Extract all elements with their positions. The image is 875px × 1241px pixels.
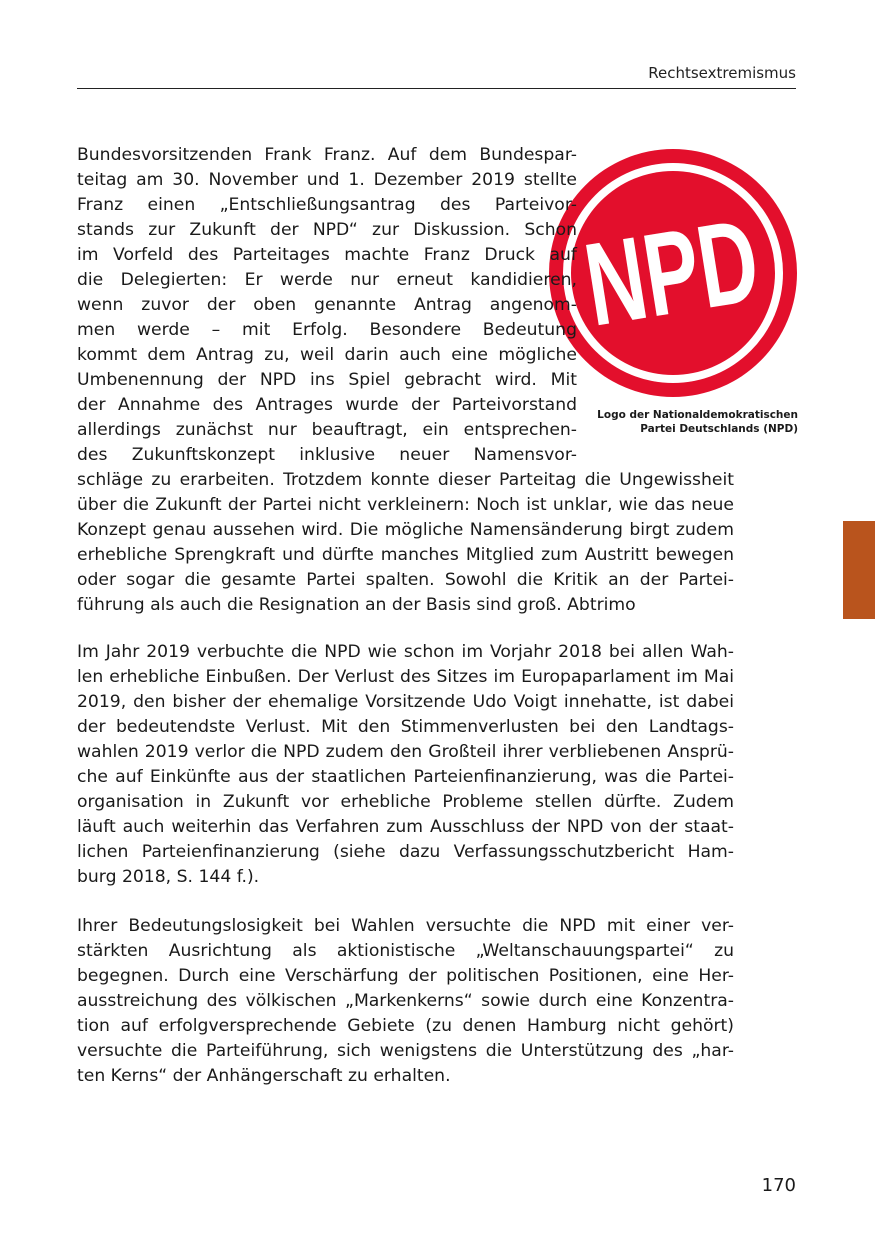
text-line: erhebliche Sprengkraft und dürfte manches Mitglied zum Austritt bewegen <box>77 545 734 565</box>
text-line: Konzept genau aussehen wird. Die mögliche Namensänderung birgt zudem <box>77 520 734 540</box>
text-line: lichen Parteienfinanzierung (siehe dazu Verfassungsschutzbericht Ham- <box>77 842 734 862</box>
text-line: stärkten Ausrichtung als aktionistische „Weltanschauungspartei“ zu <box>77 941 734 961</box>
text-line: Ihrer Bedeutungslosigkeit bei Wahlen versuchte die NPD mit einer ver- <box>77 916 734 936</box>
text-line: über die Zukunft der Partei nicht verkleinern: Noch ist unklar, wie das neue <box>77 495 734 515</box>
paragraph-2 <box>77 640 734 890</box>
text-line: die Delegierten: Er werde nur erneut kandidieren, <box>77 270 577 290</box>
text-line: allerdings zunächst nur beauftragt, ein entsprechen- <box>77 420 577 440</box>
text-line: burg 2018, S. 144 f.). <box>77 867 260 887</box>
text-line: oder sogar die gesamte Partei spalten. Sowohl die Kritik an der Partei- <box>77 570 734 590</box>
text-line: men werde – mit Erfolg. Besondere Bedeutung <box>77 320 577 340</box>
text-line: des Zukunftskonzept inklusive neuer Namensvor- <box>77 445 577 465</box>
text-line: wahlen 2019 verlor die NPD zudem den Großteil ihrer verbliebenen Ansprü- <box>77 742 734 762</box>
text-line: Umbenennung der NPD ins Spiel gebracht wird. Mit <box>77 370 577 390</box>
text-line: len erhebliche Einbußen. Der Verlust des Sitzes im Europaparlament im Mai <box>77 667 734 687</box>
text-line: wenn zuvor der oben genannte Antrag angenom- <box>77 295 577 315</box>
text-line: führung als auch die Resignation an der Basis sind groß. Abtrimo <box>77 595 636 615</box>
text-line: der bedeutendste Verlust. Mit den Stimmenverlusten bei den Landtags- <box>77 717 734 737</box>
chapter-side-tab <box>843 521 875 619</box>
text-line: läuft auch weiterhin das Verfahren zum Ausschluss der NPD von der staat- <box>77 817 734 837</box>
text-line: Franz einen „Entschließungsantrag des Parteivor- <box>77 195 577 215</box>
text-line: im Vorfeld des Parteitages machte Franz Druck auf <box>77 245 577 265</box>
text-line: che auf Einkünfte aus der staatlichen Parteienfinanzierung, was die Partei- <box>77 767 734 787</box>
caption-line: Partei Deutschlands (NPD) <box>640 423 798 435</box>
text-line: ten Kerns“ der Anhängerschaft zu erhalten. <box>77 1066 451 1086</box>
running-header-title: Rechtsextremismus <box>648 64 796 82</box>
text-line: ausstreichung des völkischen „Markenkerns“ sowie durch eine Konzentra- <box>77 991 734 1011</box>
paragraph-1 <box>77 143 734 618</box>
text-line: 2019, den bisher der ehemalige Vorsitzende Udo Voigt innehatte, ist dabei <box>77 692 734 712</box>
paragraph-3 <box>77 914 734 1089</box>
text-line: stands zur Zukunft der NPD“ zur Diskussion. Schon <box>77 220 577 240</box>
logo-text: NPD <box>576 182 844 352</box>
text-line: kommt dem Antrag zu, weil darin auch eine mögliche <box>77 345 577 365</box>
page-number: 170 <box>761 1175 796 1196</box>
running-header <box>77 62 796 89</box>
text-line: tion auf erfolgversprechende Gebiete (zu denen Hamburg nicht gehört) <box>77 1016 734 1036</box>
text-line: schläge zu erarbeiten. Trotzdem konnte dieser Parteitag die Ungewissheit <box>77 470 734 490</box>
text-line: der Annahme des Antrages wurde der Parteivorstand <box>77 395 577 415</box>
caption-line: Logo der Nationaldemokratischen <box>597 409 798 421</box>
text-line: organisation in Zukunft vor erhebliche Probleme stellen dürfte. Zudem <box>77 792 734 812</box>
text-line: teitag am 30. November und 1. Dezember 2019 stellte <box>77 170 577 190</box>
text-line: Bundesvorsitzenden Frank Franz. Auf dem Bundespar- <box>77 145 577 165</box>
text-line: Im Jahr 2019 verbuchte die NPD wie schon im Vorjahr 2018 bei allen Wah- <box>77 642 734 662</box>
text-line: versuchte die Parteiführung, sich wenigstens die Unterstützung des „har- <box>77 1041 734 1061</box>
text-line: begegnen. Durch eine Verschärfung der politischen Positionen, eine Her- <box>77 966 734 986</box>
